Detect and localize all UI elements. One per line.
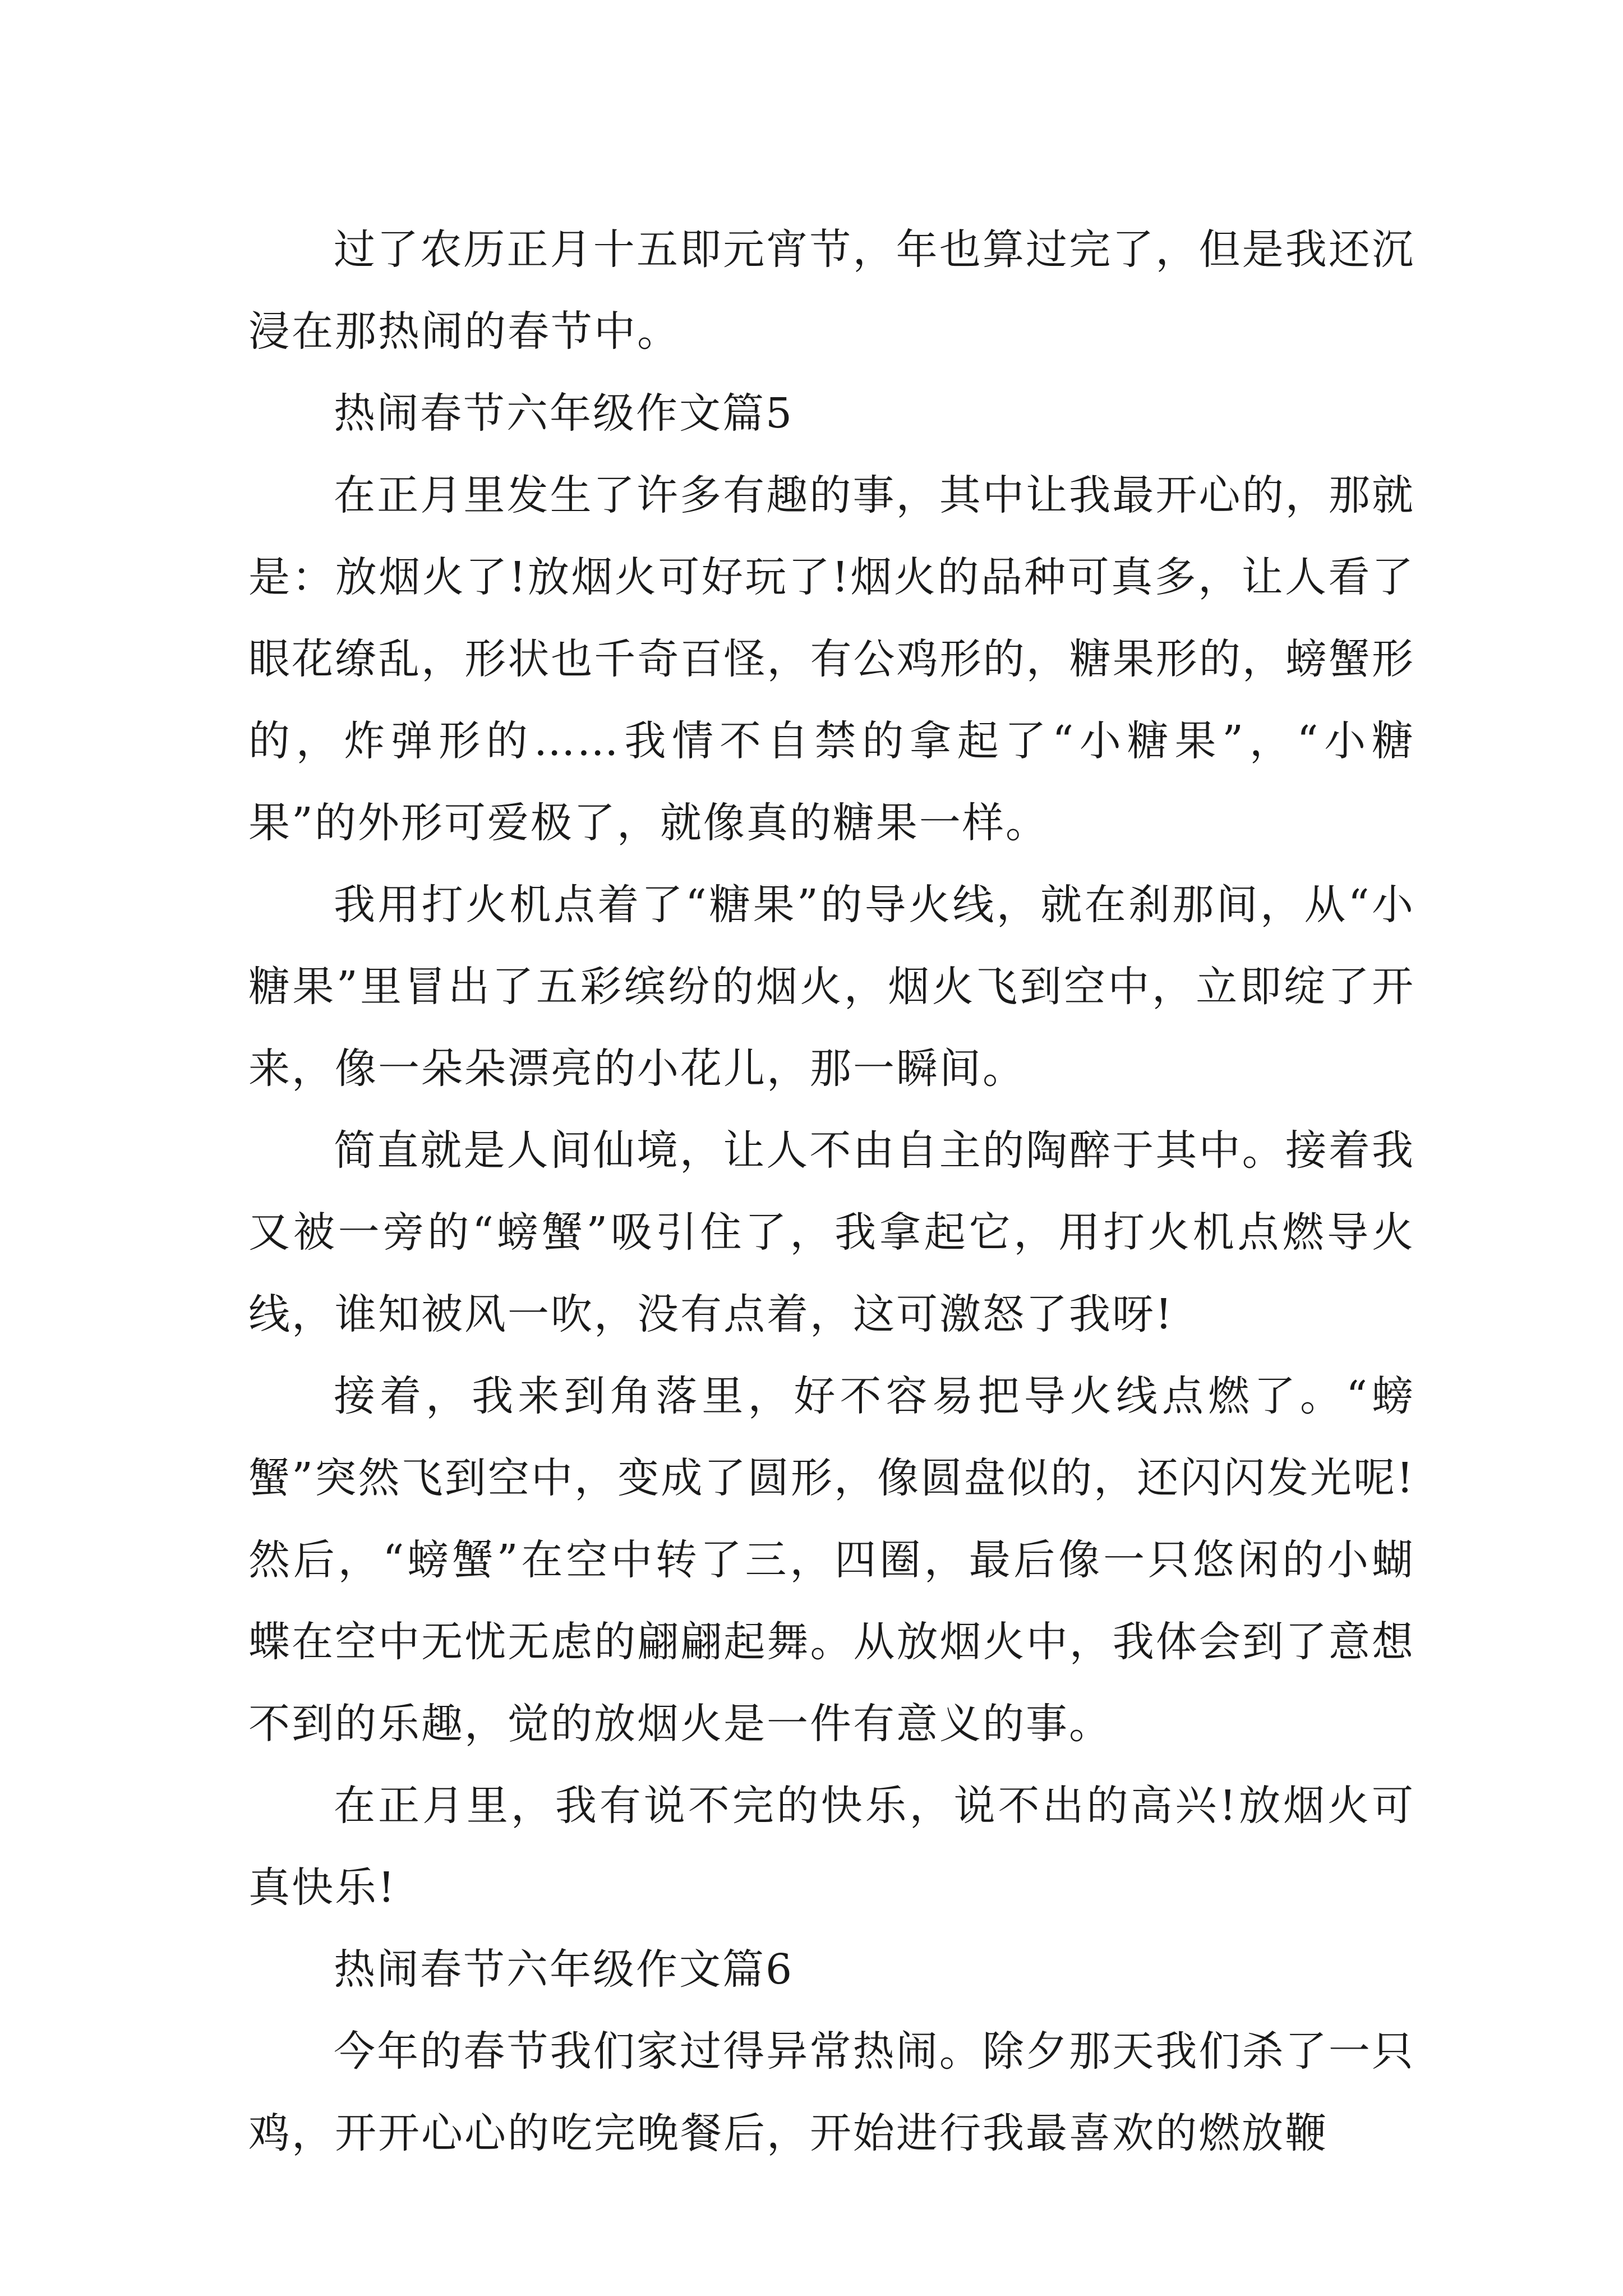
paragraph-candy-firework: 我用打火机点着了“糖果”的导火线，就在刹那间，从“小糖果”里冒出了五彩缤纷的烟火，烟火飞到空中，立即绽了开来，像一朵朵漂亮的小花儿，那一瞬间。: [248, 881, 1415, 1093]
section-heading-5: 热闹春节六年级作文篇5: [334, 389, 794, 438]
text-column: [248, 209, 1415, 2174]
paragraph-new-year-eve: 今年的春节我们家过得异常热闹。除夕那天我们杀了一只鸡，开开心心的吃完晚餐后，开始进行我最喜欢的燃放鞭: [248, 2027, 1415, 2157]
section-heading-6: 热闹春节六年级作文篇6: [334, 1945, 794, 1994]
paragraph-intro-ending: 过了农历正月十五即元宵节，年也算过完了，但是我还沉浸在那热闹的春节中。: [248, 226, 1415, 356]
paragraph-conclusion: 在正月里，我有说不完的快乐，说不出的高兴!放烟火可真快乐!: [248, 1782, 1415, 1912]
paragraph-fireworks-variety: 在正月里发生了许多有趣的事，其中让我最开心的，那就是：放烟火了!放烟火可好玩了!烟火的品种可真多，让人看了眼花缭乱，形状也千奇百怪，有公鸡形的，糖果形的，螃蟹形的，炸弹形的……我情不自禁的拿起了“小糖果”，“小糖果”的外形可爱极了，就像真的糖果一样。: [248, 471, 1415, 847]
paragraph-crab-flight: 接着，我来到角落里，好不容易把导火线点燃了。“螃蟹”突然飞到空中，变成了圆形，像圆盘似的，还闪闪发光呢!然后，“螃蟹”在空中转了三，四圈，最后像一只悠闲的小蝴蝶在空中无忧无虑的翩翩起舞。从放烟火中，我体会到了意想不到的乐趣，觉的放烟火是一件有意义的事。: [248, 1372, 1415, 1748]
paragraph-crab-firework: 简直就是人间仙境，让人不由自主的陶醉于其中。接着我又被一旁的“螃蟹”吸引住了，我拿起它，用打火机点燃导火线，谁知被风一吹，没有点着，这可激怒了我呀!: [248, 1126, 1415, 1338]
